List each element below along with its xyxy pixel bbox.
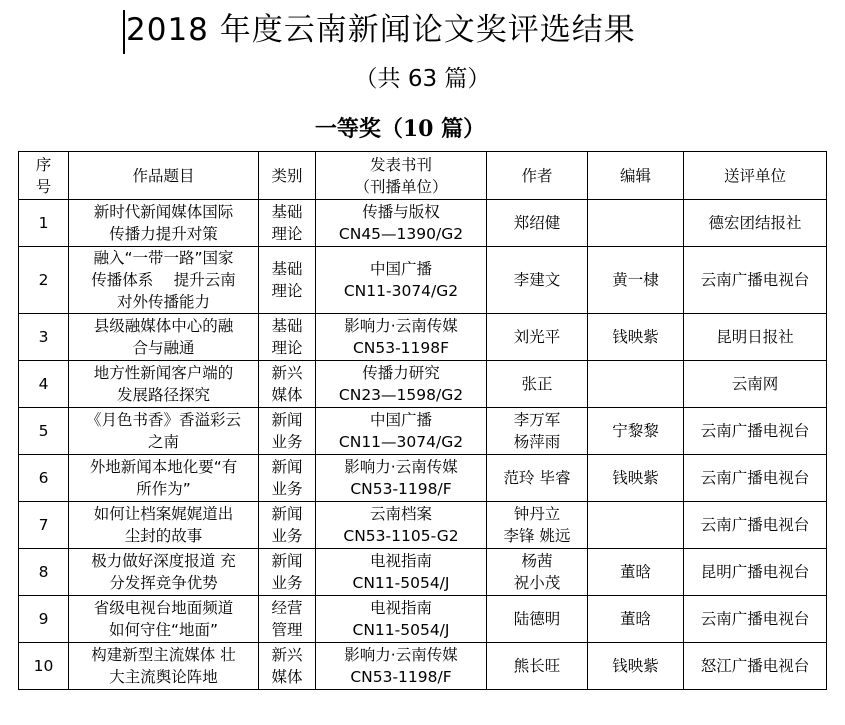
header-title: 作品题目 — [69, 152, 259, 200]
cell-publication: 电视指南 CN11-5054/J — [316, 549, 487, 596]
cell-unit: 昆明广播电视台 — [684, 549, 827, 596]
header-author: 作者 — [487, 152, 588, 200]
cell-category: 新闻 业务 — [259, 502, 316, 549]
table-row — [19, 643, 827, 690]
cell-title: 融入“一带一路”国家 传播体系 提升云南 对外传播能力 — [69, 247, 259, 314]
cell-category: 新兴 媒体 — [259, 643, 316, 690]
cell-editor: 钱映紫 — [588, 455, 684, 502]
cell-editor — [588, 502, 684, 549]
cell-editor: 董晗 — [588, 549, 684, 596]
cell-no: 4 — [19, 361, 69, 408]
cell-category: 新闻 业务 — [259, 408, 316, 455]
cell-editor — [588, 361, 684, 408]
cell-author: 范玲 毕睿 — [487, 455, 588, 502]
header-no: 序 号 — [19, 152, 69, 200]
cell-title: 县级融媒体中心的融 合与融通 — [69, 314, 259, 361]
cell-no: 1 — [19, 200, 69, 247]
cell-author: 李建文 — [487, 247, 588, 314]
cell-unit: 德宏团结报社 — [684, 200, 827, 247]
cell-editor: 宁黎黎 — [588, 408, 684, 455]
cell-unit: 云南广播电视台 — [684, 455, 827, 502]
cell-category: 经营 管理 — [259, 596, 316, 643]
cell-category: 新闻 业务 — [259, 549, 316, 596]
cell-category: 基础 理论 — [259, 247, 316, 314]
table-row — [19, 200, 827, 247]
cell-editor — [588, 200, 684, 247]
table-row — [19, 455, 827, 502]
cell-no: 8 — [19, 549, 69, 596]
document-title: 2018 年度云南新闻论文奖评选结果 — [126, 12, 636, 48]
cell-unit: 怒江广播电视台 — [684, 643, 827, 690]
table-row — [19, 247, 827, 314]
cell-editor: 黄一棣 — [588, 247, 684, 314]
table-row — [19, 361, 827, 408]
cell-title: 新时代新闻媒体国际 传播力提升对策 — [69, 200, 259, 247]
cell-editor: 董晗 — [588, 596, 684, 643]
cell-no: 9 — [19, 596, 69, 643]
header-row — [19, 152, 827, 200]
cell-no: 3 — [19, 314, 69, 361]
cell-unit: 昆明日报社 — [684, 314, 827, 361]
cell-unit: 云南广播电视台 — [684, 502, 827, 549]
cell-author: 刘光平 — [487, 314, 588, 361]
cell-no: 5 — [19, 408, 69, 455]
cell-publication: 云南档案 CN53-1105-G2 — [316, 502, 487, 549]
table-row — [19, 408, 827, 455]
text-cursor — [123, 10, 125, 54]
table-row — [19, 502, 827, 549]
awards-table — [18, 151, 827, 690]
cell-no: 10 — [19, 643, 69, 690]
header-editor: 编辑 — [588, 152, 684, 200]
cell-title: 省级电视台地面频道 如何守住“地面” — [69, 596, 259, 643]
cell-title: 极力做好深度报道 充 分发挥竞争优势 — [69, 549, 259, 596]
cell-no: 7 — [19, 502, 69, 549]
cell-category: 新兴 媒体 — [259, 361, 316, 408]
cell-unit: 云南网 — [684, 361, 827, 408]
cell-publication: 传播力研究 CN23—1598/G2 — [316, 361, 487, 408]
cell-title: 《月色书香》香溢彩云 之南 — [69, 408, 259, 455]
cell-category: 新闻 业务 — [259, 455, 316, 502]
header-category: 类别 — [259, 152, 316, 200]
header-unit: 送评单位 — [684, 152, 827, 200]
table-row — [19, 549, 827, 596]
cell-author: 陆德明 — [487, 596, 588, 643]
cell-author: 郑绍健 — [487, 200, 588, 247]
cell-title: 地方性新闻客户端的 发展路径探究 — [69, 361, 259, 408]
cell-category: 基础 理论 — [259, 200, 316, 247]
cell-publication: 传播与版权 CN45—1390/G2 — [316, 200, 487, 247]
cell-no: 2 — [19, 247, 69, 314]
cell-title: 构建新型主流媒体 壮 大主流舆论阵地 — [69, 643, 259, 690]
table-row — [19, 314, 827, 361]
cell-unit: 云南广播电视台 — [684, 247, 827, 314]
table-row — [19, 596, 827, 643]
cell-editor: 钱映紫 — [588, 314, 684, 361]
header-publication: 发表书刊 （刊播单位） — [316, 152, 487, 200]
cell-author: 张正 — [487, 361, 588, 408]
cell-unit: 云南广播电视台 — [684, 596, 827, 643]
cell-no: 6 — [19, 455, 69, 502]
cell-title: 外地新闻本地化要“有 所作为” — [69, 455, 259, 502]
section-heading: 一等奖（10 篇） — [314, 116, 486, 142]
cell-publication: 电视指南 CN11-5054/J — [316, 596, 487, 643]
cell-title: 如何让档案娓娓道出 尘封的故事 — [69, 502, 259, 549]
cell-publication: 中国广播 CN11-3074/G2 — [316, 247, 487, 314]
cell-editor: 钱映紫 — [588, 643, 684, 690]
cell-publication: 影响力·云南传媒 CN53-1198F — [316, 314, 487, 361]
cell-category: 基础 理论 — [259, 314, 316, 361]
cell-unit: 云南广播电视台 — [684, 408, 827, 455]
cell-author: 钟丹立 李锋 姚远 — [487, 502, 588, 549]
cell-author: 熊长旺 — [487, 643, 588, 690]
cell-publication: 影响力·云南传媒 CN53-1198/F — [316, 455, 487, 502]
document-subtitle: （共 63 篇） — [354, 66, 491, 92]
cell-author: 李万军 杨萍雨 — [487, 408, 588, 455]
cell-publication: 中国广播 CN11—3074/G2 — [316, 408, 487, 455]
cell-publication: 影响力·云南传媒 CN53-1198/F — [316, 643, 487, 690]
cell-author: 杨茜 祝小茂 — [487, 549, 588, 596]
